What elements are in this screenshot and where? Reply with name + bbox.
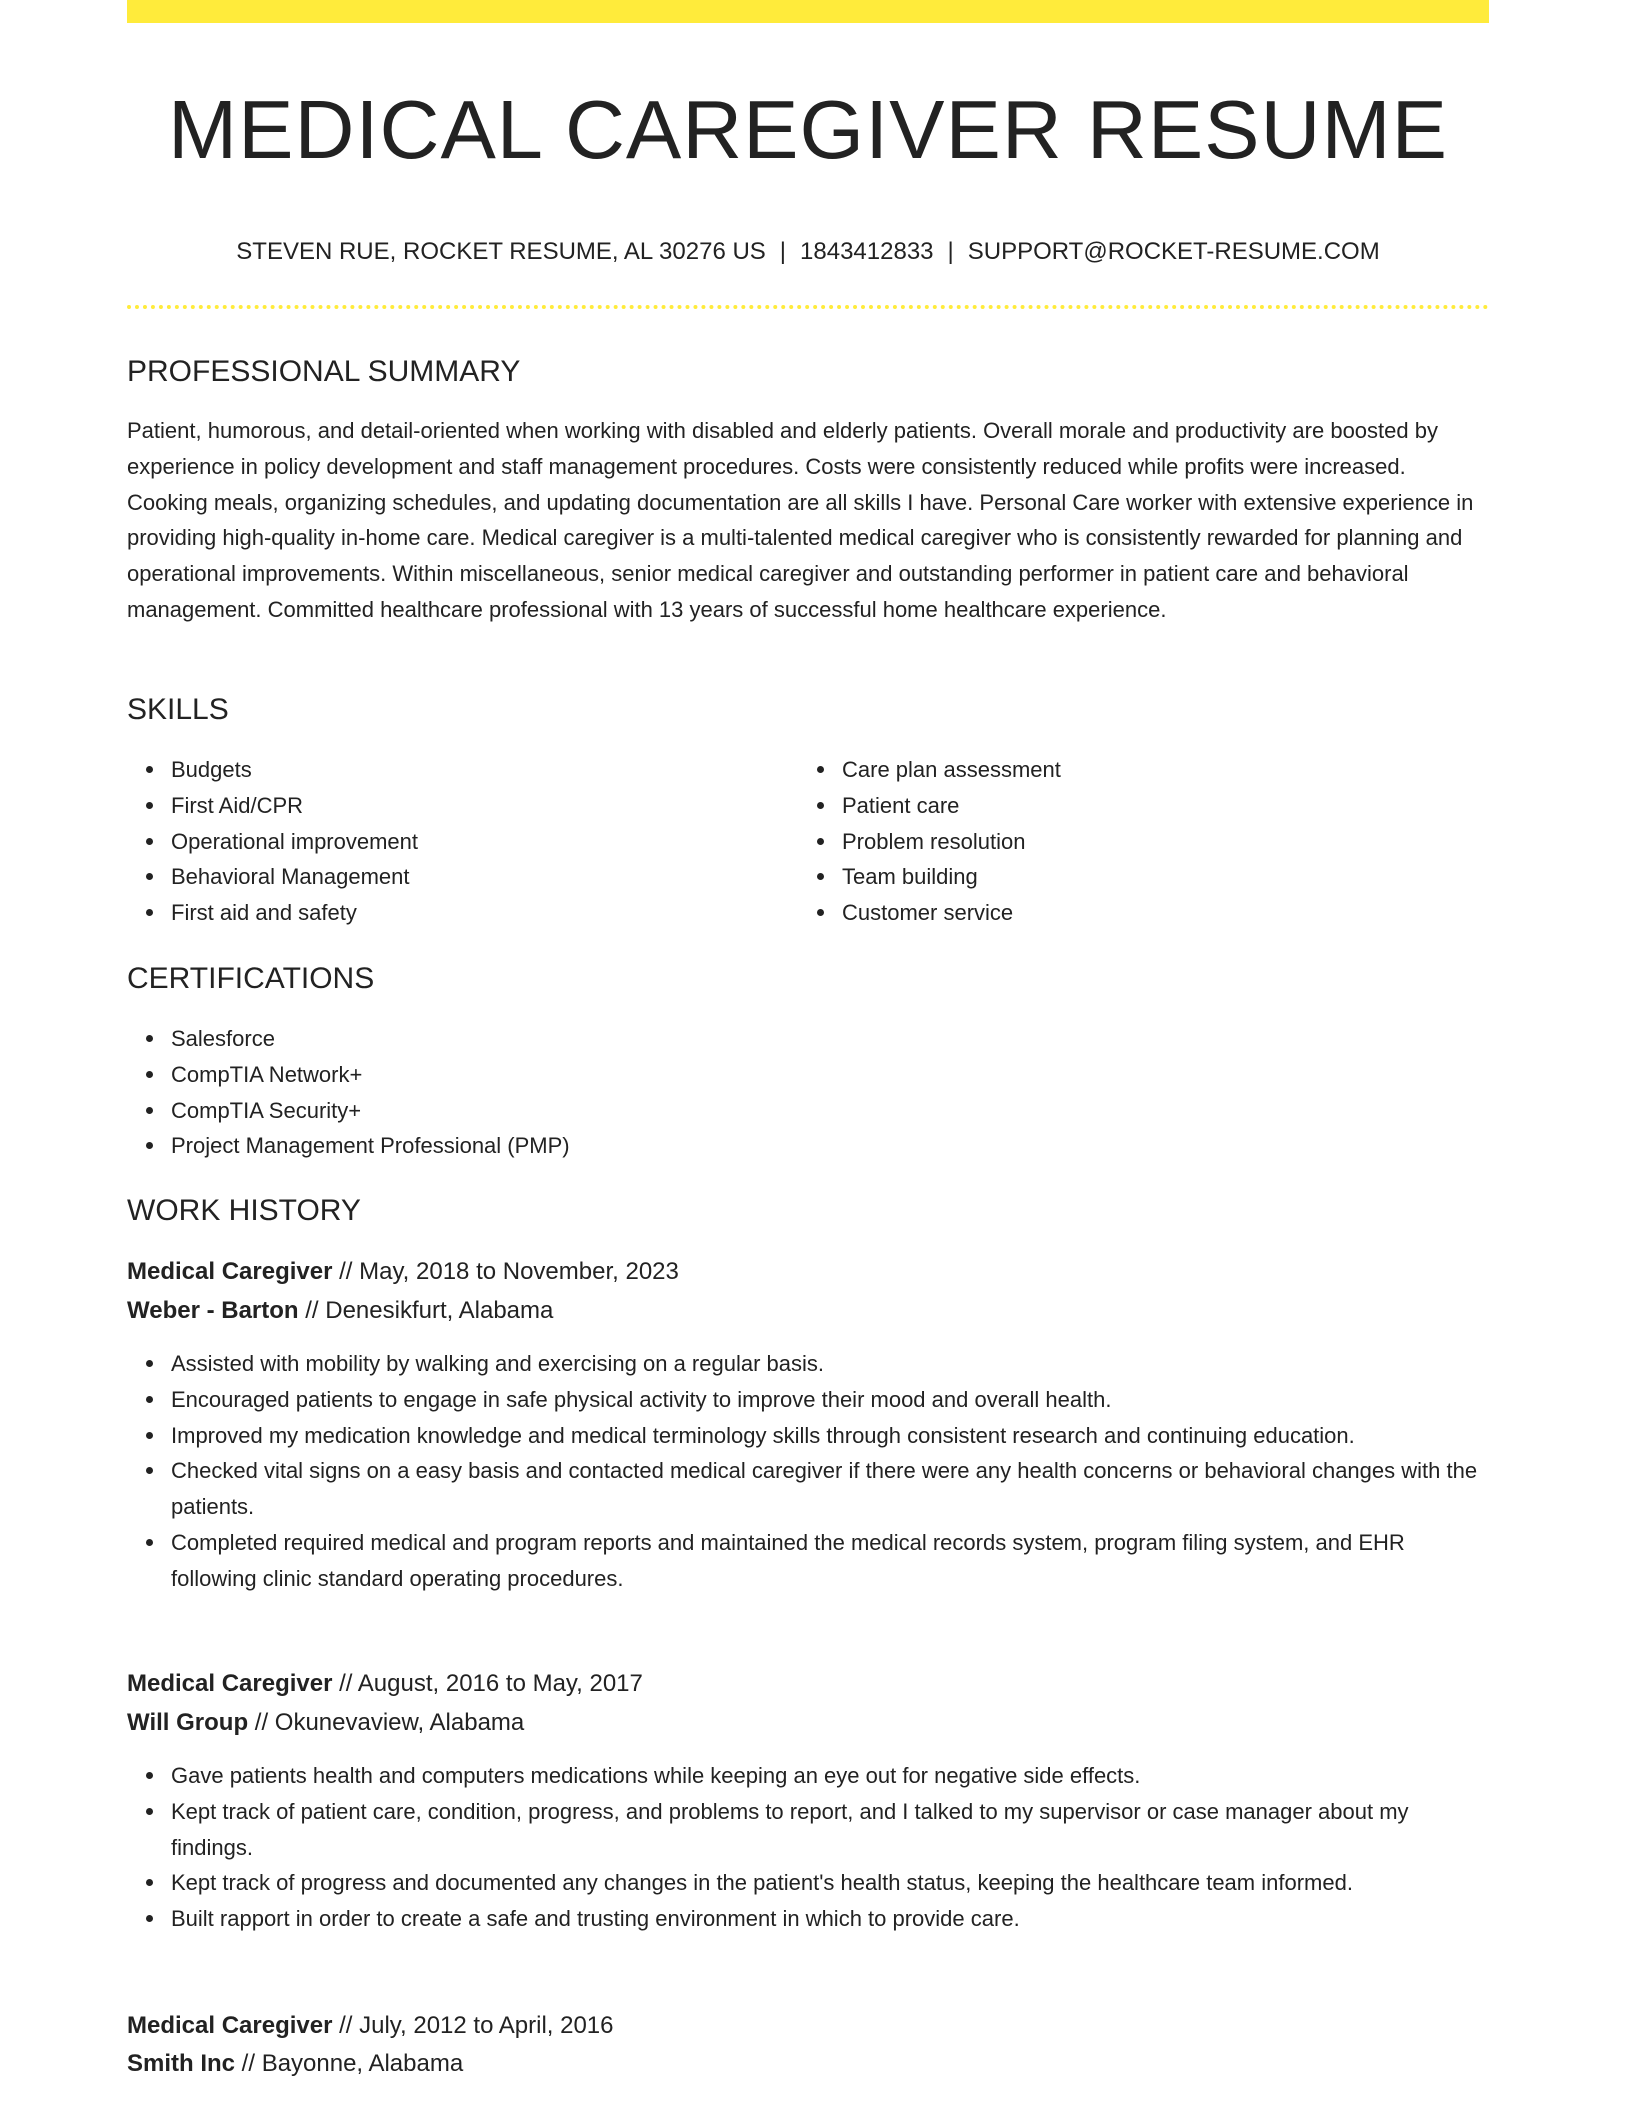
certification-item: CompTIA Security+	[171, 1093, 1489, 1129]
job-duty: Encouraged patients to engage in safe physical activity to improve their mood and overall health.	[171, 1382, 1489, 1418]
contact-separator: |	[947, 238, 954, 265]
job-separator: //	[248, 1709, 275, 1736]
job-duty: Kept track of patient care, condition, progress, and problems to report, and I talked to my supervisor or case manager about my findings.	[171, 1794, 1489, 1866]
skill-item: Problem resolution	[842, 824, 1482, 860]
job-separator: //	[332, 2012, 360, 2039]
skills-list-right	[798, 752, 1482, 931]
certifications-heading: CERTIFICATIONS	[127, 962, 375, 995]
contact-address: STEVEN RUE, ROCKET RESUME, AL 30276 US	[236, 238, 766, 265]
job-separator: //	[332, 1258, 360, 1285]
resume-page	[127, 0, 1489, 2112]
job-company-line	[127, 2045, 1489, 2083]
skill-item: Operational improvement	[171, 824, 791, 860]
skill-item: Patient care	[842, 788, 1482, 824]
skill-item: Behavioral Management	[171, 859, 791, 895]
job-duty: Completed required medical and program reports and maintained the medical records system, program filing system, and EHR following clinic standard operating procedures.	[171, 1525, 1489, 1597]
skill-item: Care plan assessment	[842, 752, 1482, 788]
skill-item: Customer service	[842, 895, 1482, 931]
skill-item: First aid and safety	[171, 895, 791, 931]
summary-text: Patient, humorous, and detail-oriented when working with disabled and elderly patients. Overall morale and productivity are boosted by experience in policy development and staff management procedures. Costs were consistently reduced while profits were increased. Cooking meals, organizing schedules, and updating documentation are all skills I have. Personal Care worker with extensive experience in providing high-quality in-home care. Medical caregiver is a multi-talented medical caregiver who is consistently rewarded for planning and operational improvements. Within miscellaneous, senior medical caregiver and outstanding performer in patient care and behavioral management. Committed healthcare professional with 13 years of successful home healthcare experience.	[127, 418, 1474, 622]
job-title: Medical Caregiver	[127, 2012, 333, 2039]
contact-phone: 1843412833	[800, 238, 934, 265]
job-company-line	[127, 1292, 1489, 1330]
work-history-heading: WORK HISTORY	[127, 1194, 361, 1227]
contact-line	[127, 234, 1489, 270]
summary-heading: PROFESSIONAL SUMMARY	[127, 355, 521, 388]
skill-item: Team building	[842, 859, 1482, 895]
job-dates: August, 2016 to May, 2017	[357, 1670, 643, 1697]
job-title-line	[127, 1253, 1489, 1291]
job-location: Okunevaview, Alabama	[274, 1709, 525, 1736]
contact-separator: |	[779, 238, 787, 265]
skills-heading: SKILLS	[127, 693, 229, 726]
skill-item: Budgets	[171, 752, 791, 788]
job-location: Bayonne, Alabama	[261, 2050, 464, 2077]
certifications-list	[127, 1021, 1489, 1164]
job-duty: Built rapport in order to create a safe and trusting environment in which to provide care.	[171, 1901, 1489, 1937]
job-company: Will Group	[127, 1709, 249, 1736]
job-duty: Improved my medication knowledge and medical terminology skills through consistent research and continuing education.	[171, 1418, 1489, 1454]
header-divider	[127, 305, 1489, 309]
job-separator: //	[332, 1670, 358, 1697]
job-title: Medical Caregiver	[127, 1258, 333, 1285]
skill-item: First Aid/CPR	[171, 788, 791, 824]
job-duties-list	[127, 1346, 1489, 1597]
job-dates: May, 2018 to November, 2023	[359, 1258, 679, 1285]
certification-item: Project Management Professional (PMP)	[171, 1128, 1489, 1164]
job-company-line	[127, 1704, 1489, 1742]
contact-email: SUPPORT@ROCKET-RESUME.COM	[967, 238, 1380, 265]
job-title-line	[127, 2007, 1489, 2045]
job-duties-list	[127, 1758, 1489, 1937]
job-location: Denesikfurt, Alabama	[325, 1297, 554, 1324]
certification-item: Salesforce	[171, 1021, 1489, 1057]
job-duty: Checked vital signs on a easy basis and contacted medical caregiver if there were any health concerns or behavioral changes with the patients.	[171, 1453, 1489, 1525]
job-company: Smith Inc	[127, 2050, 236, 2077]
job-title: Medical Caregiver	[127, 1670, 333, 1697]
resume-title: MEDICAL CAREGIVER RESUME	[168, 83, 1448, 176]
job-title-line	[127, 1665, 1489, 1703]
job-duty: Gave patients health and computers medications while keeping an eye out for negative side effects.	[171, 1758, 1489, 1794]
job-duty: Assisted with mobility by walking and exercising on a regular basis.	[171, 1346, 1489, 1382]
accent-bar	[127, 0, 1489, 23]
job-company: Weber - Barton	[127, 1297, 299, 1324]
job-separator: //	[235, 2050, 262, 2077]
job-separator: //	[298, 1297, 326, 1324]
certification-item: CompTIA Network+	[171, 1057, 1489, 1093]
skills-list-left	[127, 752, 791, 931]
job-dates: July, 2012 to April, 2016	[359, 2012, 614, 2039]
job-duty: Kept track of progress and documented any changes in the patient's health status, keeping the healthcare team informed.	[171, 1865, 1489, 1901]
